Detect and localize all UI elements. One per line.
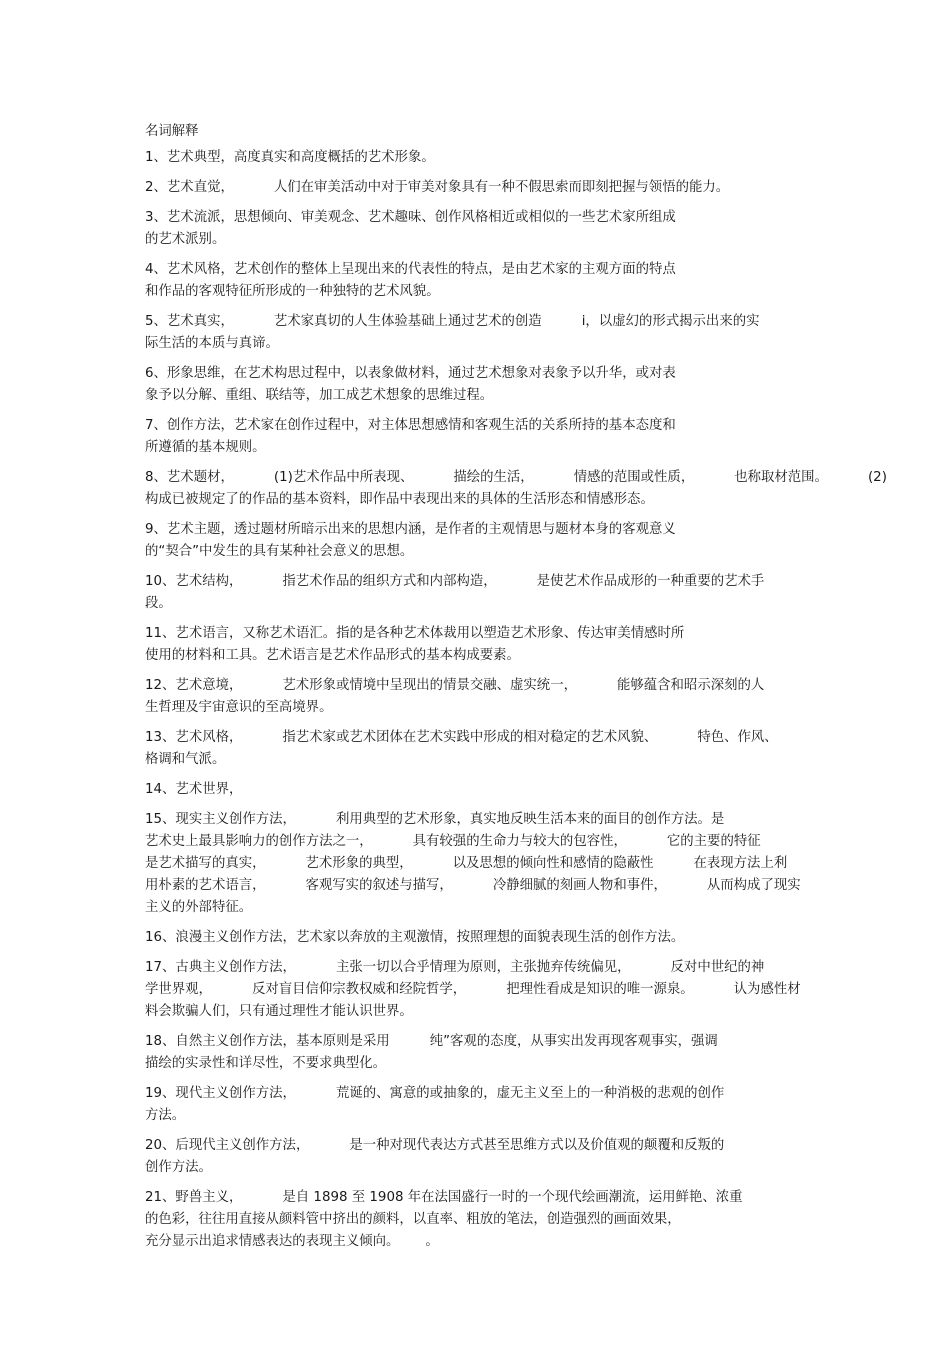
entry-text: 艺术家真切的人生体验基础上通过艺术的创造 [273, 314, 542, 329]
entry-text: 充分显示出追求情感表达的表现主义倾向。 [145, 1234, 400, 1249]
entry-line [145, 489, 810, 511]
glossary-entry [145, 779, 810, 801]
entry-text: 象予以分解、重组、联结等，加工成艺术想象的思维过程。 [145, 388, 494, 403]
glossary-entry [145, 571, 810, 615]
entry-text: 14、艺术世界， [145, 782, 243, 797]
entry-text: 学世界观， [145, 982, 212, 997]
entry-text: 指艺术作品的组织方式和内部构造， [282, 574, 497, 589]
entry-line [145, 415, 810, 437]
glossary-entry [145, 675, 810, 719]
entry-text: 特色、作风、 [697, 730, 778, 745]
entry-line [145, 571, 810, 593]
entry-line [145, 207, 810, 229]
glossary-entry [145, 623, 810, 667]
entry-line [145, 623, 810, 645]
entry-text: 把理性看成是知识的唯一源泉。 [506, 982, 694, 997]
glossary-entry [145, 957, 810, 1023]
entry-text: i，以虚幻的形式揭示出来的实 [581, 314, 760, 329]
entry-line [145, 177, 810, 199]
entry-text: 认为感性材 [733, 982, 801, 997]
entry-line [145, 927, 810, 949]
glossary-entry [145, 311, 810, 355]
glossary-entry [145, 207, 810, 251]
entry-text: 8、艺术题材， [145, 470, 234, 485]
entry-line [145, 593, 810, 615]
glossary-entry [145, 177, 810, 199]
entry-text: 纯”客观的态度，从事实出发再现客观事实，强调 [429, 1034, 718, 1049]
entry-text: 10、艺术结构， [145, 574, 243, 589]
entry-line [145, 1105, 810, 1127]
entry-line [145, 467, 887, 489]
entry-text: 所遵循的基本规则。 [145, 440, 266, 455]
entry-text: 12、艺术意境， [145, 678, 243, 693]
entry-text: 格调和气派。 [145, 752, 226, 767]
entry-line [145, 147, 810, 169]
entry-text: 情感的范围或性质， [573, 470, 695, 485]
entry-line [145, 363, 810, 385]
entry-text: 7、创作方法，艺术家在创作过程中，对主体思想感情和客观生活的关系所持的基本态度和 [145, 418, 676, 433]
entry-text: 际生活的本质与真谛。 [145, 336, 279, 351]
entry-text: 21、野兽主义， [145, 1190, 243, 1205]
entry-line [145, 1135, 810, 1157]
entry-text: 是一种对现代表达方式甚至思维方式以及价值观的颠覆和反叛的 [349, 1138, 725, 1153]
entry-text: 5、艺术真实， [145, 314, 234, 329]
entry-line [145, 541, 810, 563]
entry-text: 13、艺术风格， [145, 730, 243, 745]
entry-text: 在表现方法上利 [693, 856, 788, 871]
entry-text: 描绘的生活， [453, 470, 534, 485]
entry-line [145, 1083, 810, 1105]
entry-text: 反对中世纪的神 [670, 960, 765, 975]
entry-line [145, 311, 810, 333]
entry-line [145, 897, 810, 919]
entry-text: 主张一切以合乎情理为原则，主张抛弃传统偏见， [335, 960, 631, 975]
glossary-entry [145, 1135, 810, 1179]
entry-text: 16、浪漫主义创作方法，艺术家以奔放的主观激情，按照理想的面貌表现生活的创作方法。 [145, 930, 685, 945]
entry-text: 艺术形象或情境中呈现出的情景交融、虚实统一， [282, 678, 577, 693]
entry-line [145, 519, 810, 541]
entry-text: 创作方法。 [145, 1160, 212, 1175]
entry-text: 18、自然主义创作方法，基本原则是采用 [145, 1034, 390, 1049]
entry-line [145, 749, 810, 771]
entry-text: 以及思想的倾向性和感情的隐蔽性 [452, 856, 654, 871]
entry-text: 反对盲目信仰宗教权威和经院哲学， [251, 982, 467, 997]
entry-line [145, 697, 810, 719]
entry-text: 的艺术派别。 [145, 232, 226, 247]
entry-line [145, 809, 810, 831]
glossary-entry [145, 415, 810, 459]
entry-text: (2) [867, 470, 887, 485]
entry-line [145, 727, 810, 749]
glossary-entry [145, 147, 810, 169]
entry-text: 是自 1898 至 1908 年在法国盛行一时的一个现代绘画潮流，运用鲜艳、浓重 [282, 1190, 743, 1205]
entry-text: 人们在审美活动中对于审美对象具有一种不假思索而即刻把握与领悟的能力。 [273, 180, 730, 195]
entry-text: 使用的材料和工具。艺术语言是艺术作品形式的基本构成要素。 [145, 648, 520, 663]
glossary-entry [145, 809, 810, 919]
glossary-list [145, 147, 887, 1261]
entry-text: 。 [425, 1234, 439, 1249]
entry-text: 荒诞的、寓意的或抽象的，虚无主义至上的一种消极的悲观的创作 [335, 1086, 725, 1101]
entry-text: 6、形象思维，在艺术构思过程中，以表象做材料，通过艺术想象对表象予以升华，或对表 [145, 366, 676, 381]
entry-text: 艺术形象的典型， [305, 856, 413, 871]
entry-text: 利用典型的艺术形象，真实地反映生活本来的面目的创作方法。是 [335, 812, 725, 827]
glossary-entry [145, 1187, 810, 1253]
entry-text: 生哲理及宇宙意识的至高境界。 [145, 700, 333, 715]
entry-line [145, 779, 810, 801]
entry-line [145, 281, 810, 303]
entry-line [145, 979, 810, 1001]
entry-text: (1)艺术作品中所表现、 [273, 470, 414, 485]
page-heading: 名词解释 [145, 124, 199, 139]
entry-line [145, 1209, 810, 1231]
entry-text: 主义的外部特征。 [145, 900, 253, 915]
entry-text: 11、艺术语言，又称艺术语汇。指的是各种艺术体裁用以塑造艺术形象、传达审美情感时所 [145, 626, 685, 641]
entry-text: 构成已被规定了的作品的基本资料，即作品中表现出来的具体的生活形态和情感形态。 [145, 492, 654, 507]
entry-text: 9、艺术主题，透过题材所暗示出来的思想内涵，是作者的主观情思与题材本身的客观意义 [145, 522, 676, 537]
entry-text: 用朴素的艺术语言， [145, 878, 266, 893]
glossary-entry [145, 927, 810, 949]
entry-text: 方法。 [145, 1108, 186, 1123]
entry-text: 4、艺术风格，艺术创作的整体上呈现出来的代表性的特点，是由艺术家的主观方面的特点 [145, 262, 676, 277]
glossary-entry [145, 259, 810, 303]
entry-text: 20、后现代主义创作方法， [145, 1138, 310, 1153]
entry-line [145, 229, 810, 251]
entry-text: 15、现实主义创作方法， [145, 812, 296, 827]
entry-text: 19、现代主义创作方法， [145, 1086, 296, 1101]
entry-text: 是艺术描写的真实， [145, 856, 266, 871]
entry-line [145, 1031, 810, 1053]
entry-line [145, 333, 810, 355]
glossary-entry [145, 727, 810, 771]
entry-text: 它的主要的特征 [666, 834, 761, 849]
entry-text: 的色彩，往往用直接从颜料管中挤出的颜料，以直率、粗放的笔法，创造强烈的画面效果， [145, 1212, 681, 1227]
entry-line [145, 1157, 810, 1179]
entry-line [145, 1231, 810, 1253]
entry-text: 1、艺术典型，高度真实和高度概括的艺术形象。 [145, 150, 435, 165]
glossary-entry [145, 519, 810, 563]
entry-text: 料会欺骗人们，只有通过理性才能认识世界。 [145, 1004, 413, 1019]
entry-text: 也称取材范围。 [734, 470, 828, 485]
entry-line [145, 1187, 810, 1209]
entry-text: 艺术史上最具影响力的创作方法之一， [145, 834, 373, 849]
entry-line [145, 645, 810, 667]
entry-line [145, 957, 810, 979]
entry-line [145, 675, 810, 697]
entry-line [145, 1001, 810, 1023]
entry-text: 具有较强的生命力与较大的包容性， [412, 834, 627, 849]
entry-text: 能够蕴含和昭示深刻的人 [616, 678, 765, 693]
entry-text: 从而构成了现实 [706, 878, 801, 893]
entry-text: 描绘的实录性和详尽性，不要求典型化。 [145, 1056, 387, 1071]
glossary-entry [145, 467, 887, 511]
entry-line [145, 385, 810, 407]
entry-text: 指艺术家或艺术团体在艺术实践中形成的相对稳定的艺术风貌、 [282, 730, 658, 745]
entry-line [145, 831, 810, 853]
entry-text: 和作品的客观特征所形成的一种独特的艺术风貌。 [145, 284, 440, 299]
entry-text: 客观写实的叙述与描写， [305, 878, 453, 893]
entry-line [145, 875, 810, 897]
entry-text: 的“契合”中发生的具有某种社会意义的思想。 [145, 544, 414, 559]
entry-text: 2、艺术直觉， [145, 180, 234, 195]
entry-text: 段。 [145, 596, 172, 611]
entry-text: 是使艺术作品成形的一种重要的艺术手 [536, 574, 765, 589]
entry-text: 冷静细腻的刻画人物和事件， [492, 878, 667, 893]
entry-text: 17、古典主义创作方法， [145, 960, 296, 975]
glossary-entry [145, 363, 810, 407]
entry-line [145, 1053, 810, 1075]
entry-line [145, 259, 810, 281]
entry-text: 3、艺术流派，思想倾向、审美观念、艺术趣味、创作风格相近或相似的一些艺术家所组成 [145, 210, 676, 225]
entry-line [145, 853, 810, 875]
entry-line [145, 437, 810, 459]
glossary-entry [145, 1083, 810, 1127]
glossary-entry [145, 1031, 810, 1075]
